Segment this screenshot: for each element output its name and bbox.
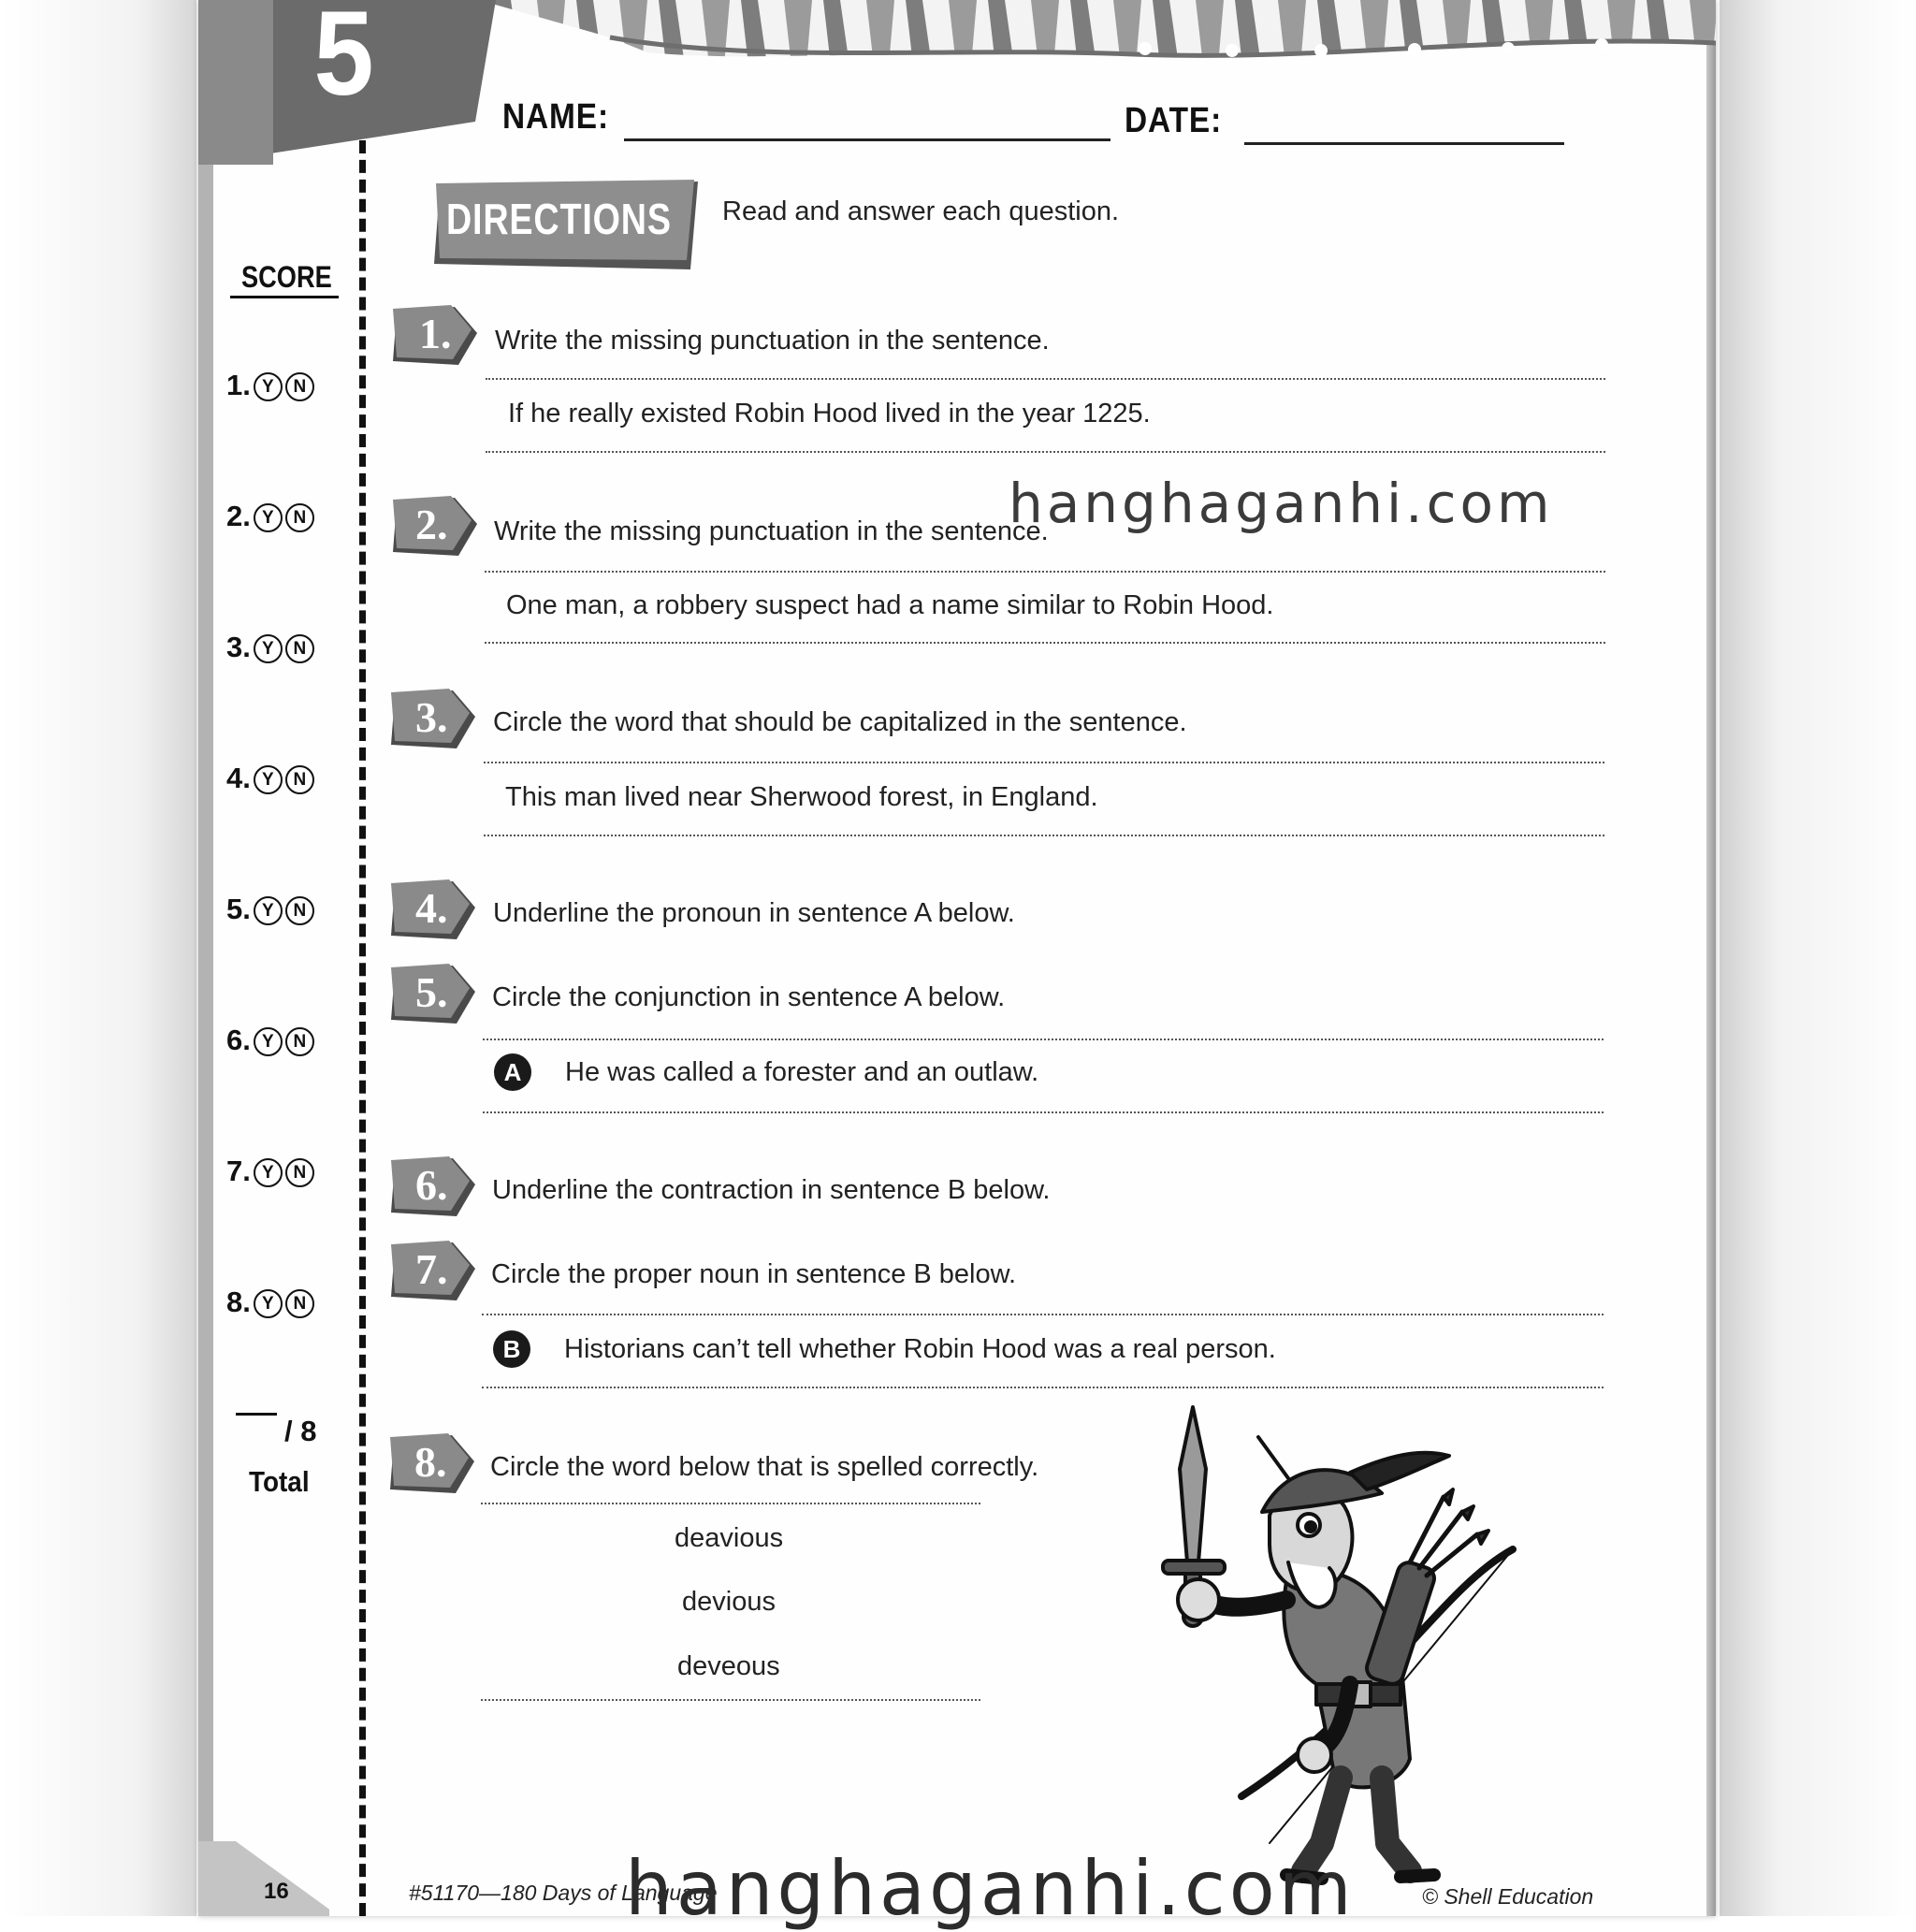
dotted-rule — [484, 762, 1604, 763]
footer-book-code: #51170—180 Days of Language — [409, 1881, 718, 1905]
date-field[interactable] — [1244, 142, 1564, 145]
dotted-rule — [485, 571, 1605, 573]
yes-circle[interactable]: Y — [254, 372, 283, 401]
question-8-prompt: Circle the word below that is spelled correctly. — [490, 1452, 1039, 1482]
question-4-prompt: Underline the pronoun in sentence A below. — [493, 898, 1015, 928]
outer-background-left — [0, 0, 196, 1916]
no-circle[interactable]: N — [285, 1158, 314, 1187]
dotted-rule — [484, 835, 1604, 836]
total-max: / 8 — [284, 1415, 317, 1447]
page-number: 16 — [264, 1879, 289, 1904]
yes-circle[interactable]: Y — [254, 765, 283, 794]
question-2-prompt: Write the missing punctuation in the sentence. — [494, 516, 1049, 546]
score-row-label: 5. — [226, 893, 251, 925]
total-score-field[interactable] — [236, 1413, 277, 1416]
date-label: DATE: — [1125, 101, 1223, 140]
score-row-1 — [226, 369, 314, 402]
day-number: 5 — [313, 0, 374, 121]
word-choice-3[interactable]: deveous — [677, 1651, 780, 1681]
score-row-8 — [226, 1286, 314, 1319]
question-number: 6. — [415, 1161, 448, 1209]
score-row-4 — [226, 762, 314, 795]
yes-circle[interactable]: Y — [254, 1289, 283, 1318]
word-choice-1[interactable]: deavious — [675, 1523, 784, 1553]
worksheet-page — [198, 0, 1716, 1916]
question-2-sentence[interactable]: One man, a robbery suspect had a name similar to Robin Hood. — [506, 590, 1274, 620]
total-label: Total — [249, 1465, 310, 1498]
sentence-b-badge: B — [493, 1330, 530, 1368]
yes-circle[interactable]: Y — [254, 634, 283, 663]
question-3-prompt: Circle the word that should be capitalized in the sentence. — [493, 707, 1187, 737]
question-3-sentence[interactable]: This man lived near Sherwood forest, in England. — [505, 782, 1098, 812]
no-circle[interactable]: N — [285, 1289, 314, 1318]
sentence-b-text[interactable]: Historians can’t tell whether Robin Hood was a real person. — [564, 1334, 1276, 1364]
question-5-prompt: Circle the conjunction in sentence A below. — [492, 982, 1006, 1012]
dotted-rule — [483, 1039, 1604, 1040]
no-circle[interactable]: N — [285, 634, 314, 663]
yes-circle[interactable]: Y — [254, 896, 283, 925]
yes-circle[interactable]: Y — [254, 503, 283, 532]
question-number: 7. — [415, 1245, 448, 1293]
score-row-6 — [226, 1024, 314, 1057]
score-row-3 — [226, 631, 314, 664]
no-circle[interactable]: N — [285, 1027, 314, 1056]
score-underline — [230, 296, 339, 298]
question-number: 5. — [415, 968, 448, 1016]
question-number: 4. — [415, 884, 448, 932]
question-number: 8. — [414, 1438, 447, 1486]
score-row-label: 3. — [226, 631, 251, 663]
yes-circle[interactable]: Y — [254, 1158, 283, 1187]
no-circle[interactable]: N — [285, 765, 314, 794]
question-number: 3. — [415, 693, 448, 741]
dotted-rule — [483, 1111, 1604, 1113]
score-row-label: 1. — [226, 369, 251, 401]
score-row-2 — [226, 500, 314, 533]
question-number: 2. — [415, 501, 448, 548]
directions-title: DIRECTIONS — [446, 195, 672, 243]
no-circle[interactable]: N — [285, 503, 314, 532]
watermark-middle: hanghaganhi.com — [1009, 472, 1554, 535]
yes-circle[interactable]: Y — [254, 1027, 283, 1056]
no-circle[interactable]: N — [285, 372, 314, 401]
dotted-rule — [481, 1699, 980, 1701]
score-title: SCORE — [241, 260, 332, 294]
watermark-bottom: hanghaganhi.com — [625, 1845, 1356, 1932]
page-left-strip — [198, 0, 213, 1916]
dashed-divider — [359, 140, 366, 1916]
robin-hood-illustration — [1129, 1403, 1522, 1890]
score-row-label: 2. — [226, 500, 251, 532]
question-number: 1. — [419, 310, 452, 357]
score-row-label: 6. — [226, 1024, 251, 1056]
no-circle[interactable]: N — [285, 896, 314, 925]
score-row-label: 8. — [226, 1286, 251, 1318]
header-banner — [198, 0, 1716, 178]
outer-background-right — [1720, 0, 1916, 1916]
question-6-prompt: Underline the contraction in sentence B below. — [492, 1175, 1051, 1205]
dotted-rule — [486, 378, 1605, 380]
score-row-label: 7. — [226, 1155, 251, 1187]
sentence-a-text[interactable]: He was called a forester and an outlaw. — [565, 1057, 1039, 1087]
question-1-prompt: Write the missing punctuation in the sentence. — [495, 326, 1050, 356]
dotted-rule — [486, 451, 1605, 453]
dotted-rule — [481, 1503, 980, 1504]
directions-text: Read and answer each question. — [722, 196, 1120, 226]
page-right-edge — [1706, 0, 1716, 1916]
name-field[interactable] — [624, 138, 1110, 141]
name-label: NAME: — [502, 97, 610, 137]
score-row-7 — [226, 1155, 314, 1188]
dotted-rule — [482, 1387, 1604, 1388]
word-choice-2[interactable]: devious — [682, 1587, 776, 1617]
score-row-5 — [226, 893, 314, 926]
sentence-a-badge: A — [494, 1053, 531, 1091]
dotted-rule — [482, 1314, 1604, 1315]
question-1-sentence[interactable]: If he really existed Robin Hood lived in the year 1225. — [508, 399, 1151, 429]
question-7-prompt: Circle the proper noun in sentence B below. — [491, 1259, 1017, 1289]
dotted-rule — [485, 642, 1605, 644]
footer-copyright: © Shell Education — [1422, 1884, 1594, 1909]
score-row-label: 4. — [226, 762, 251, 794]
